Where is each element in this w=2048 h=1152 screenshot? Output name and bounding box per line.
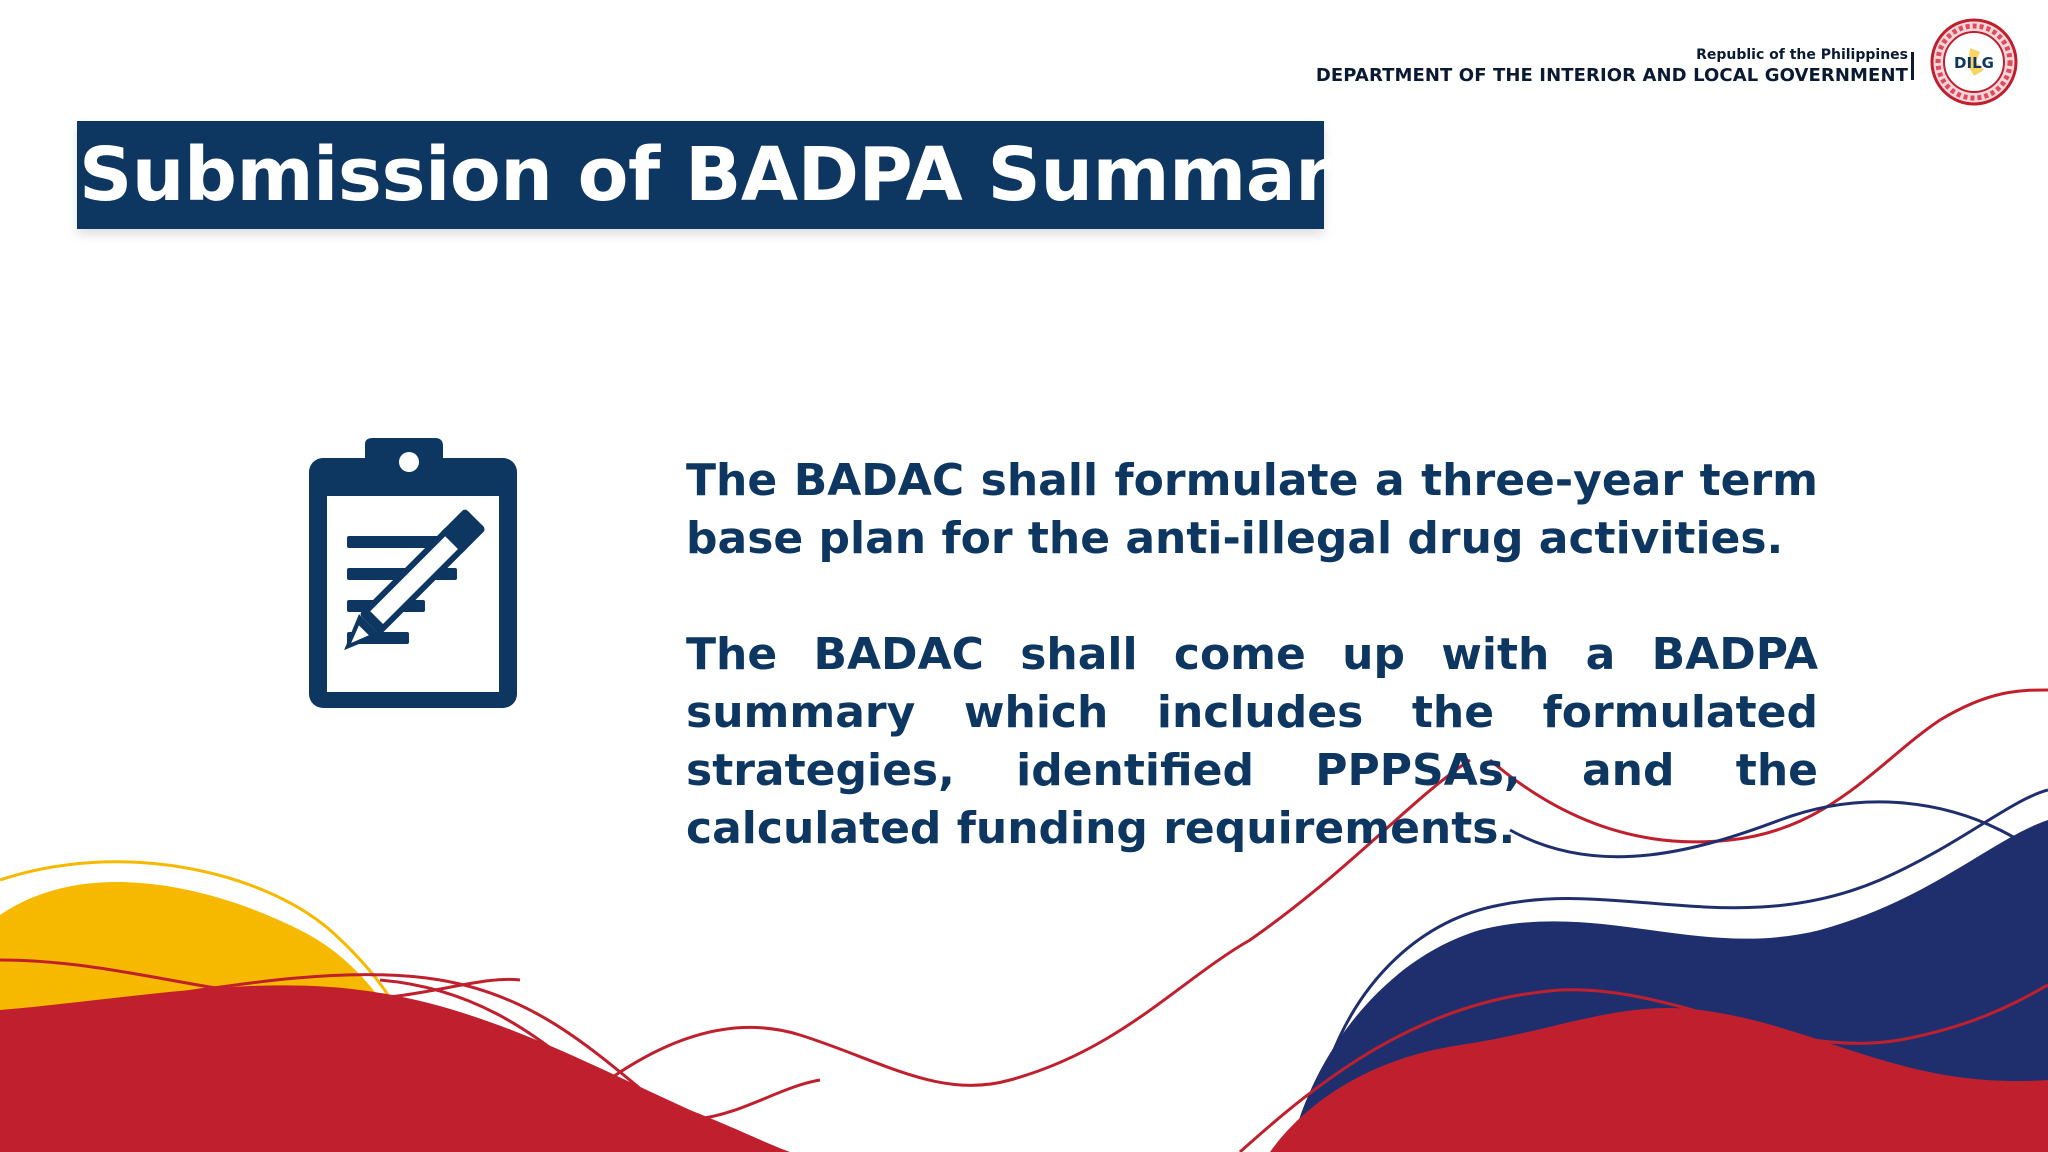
department-label: DEPARTMENT OF THE INTERIOR AND LOCAL GOVERNMENT [1315,65,1908,86]
paragraph-2: The BADAC shall come up with a BADPA summary which includes the formulated strategies, identified PPPSAs, and the calculated funding requirements. [686,629,1818,854]
header-divider [1911,52,1914,80]
body-text [686,452,1818,858]
republic-label: Republic of the Philippines [1696,47,1908,63]
dilg-seal-icon [1930,18,2018,106]
paragraph-1: The BADAC shall formulate a three-year term base plan for the anti-illegal drug activities. [686,455,1818,564]
clipboard-pen-icon [305,438,570,713]
seal-text: DILG [1954,54,1994,72]
page-title: Submission of BADPA Summary [79,132,1379,218]
header-block [1316,46,1908,88]
